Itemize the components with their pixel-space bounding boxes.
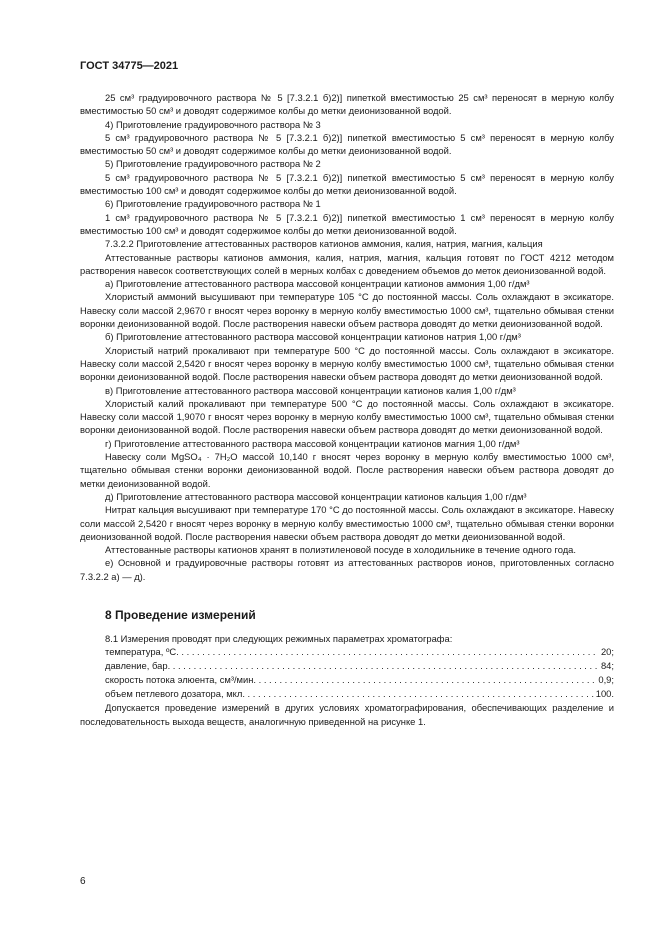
parameter-row — [80, 659, 614, 673]
parameter-label: объем петлевого дозатора, мкл — [105, 688, 243, 700]
document-body — [80, 91, 614, 728]
list-item-heading: 6) Приготовление градуировочного раствора № 1 — [105, 198, 321, 210]
paragraph: Хлористый натрий прокаливают при температуре 500 °С до постоянной массы. Соль охлаждают в эксикаторе. Навеску соли массой 2,5420 г вносят через воронку в мерную колбу вместимостью 1000 см³, тщательно обмывая стенки воронки деионизованной водой. После растворения навески объем раствора доводят до метки деионизованной водой. — [80, 344, 614, 383]
dot-leader — [253, 673, 596, 687]
parameter-label: скорость потока элюента, см³/мин — [105, 674, 254, 686]
parameter-value: 0,9; — [598, 674, 614, 686]
dot-leader — [168, 659, 599, 673]
parameter-value: 84; — [600, 660, 614, 672]
parameters-intro: 8.1 Измерения проводят при следующих режимных параметрах хроматографа: — [105, 632, 453, 644]
parameter-value: 100. — [595, 688, 614, 700]
paragraph: 5 см³ градуировочного раствора № 5 [7.3.2.1 б)2)] пипеткой вместимостью 5 см³ переносят в мерную колбу вместимостью 50 см³ и доводят содержимое колбы до метки деионизованной водой. — [80, 131, 614, 157]
list-item-heading: д) Приготовление аттестованного раствора массовой концентрации катионов кальция 1,00 г/дм³ — [105, 490, 527, 502]
list-item-heading: 4) Приготовление градуировочного раствора № 3 — [105, 118, 321, 130]
list-item-heading: г) Приготовление аттестованного раствора массовой концентрации катионов магния 1,00 г/дм³ — [105, 437, 520, 449]
parameter-row — [80, 645, 614, 659]
paragraph: Хлористый аммоний высушивают при температуре 105 °С до постоянной массы. Соль охлаждают в эксикаторе. Навеску соли массой 2,9670 г вносят через воронку в мерную колбу вместимостью 1000 см³, тщательно обмывая стенки воронки деионизованной водой. После растворения навески объем раствора доводят до метки деионизованной водой. — [80, 291, 614, 330]
section-title: 8 Проведение измерений — [105, 607, 256, 622]
paragraph: 5 см³ градуировочного раствора № 5 [7.3.2.1 б)2)] пипеткой вместимостью 5 см³ переносят в мерную колбу вместимостью 100 см³ и доводят содержимое колбы до метки деионизованной водой. — [80, 171, 614, 197]
dot-leader — [242, 687, 593, 701]
paragraph: Хлористый калий прокаливают при температуре 500 °С до постоянной массы. Соль охлаждают в эксикаторе. Навеску соли массой 1,9070 г вносят через воронку в мерную колбу вместимостью 1000 см³, тщательно обмывая стенки воронки деионизованной водой. После растворения навески объем раствора доводят до метки деионизованной водой. — [80, 397, 614, 436]
paragraph: Нитрат кальция высушивают при температуре 170 °С до постоянной массы. Соль охлаждают в эксикаторе. Навеску соли массой 2,5420 г вносят через воронку в мерную колбу вместимостью 1000 см³, тщательно обмывая стенки воронки деионизованной водой. После растворения навески объем раствора доводят до метки деионизованной водой. — [80, 504, 614, 542]
paragraph: Допускается проведение измерений в других условиях хроматографирования, обеспечивающих разделение и последовательность выхода веществ, аналогичную приведенной на рисунке 1. — [80, 702, 614, 727]
parameter-row — [80, 687, 614, 701]
parameter-value: 20; — [600, 646, 614, 658]
parameters-block — [80, 632, 614, 728]
page-number: 6 — [80, 876, 86, 887]
list-item-heading: 5) Приготовление градуировочного раствора № 2 — [105, 158, 321, 170]
list-item-heading: б) Приготовление аттестованного раствора массовой концентрации катионов натрия 1,00 г/дм³ — [105, 331, 521, 343]
parameter-label: температура, ºС — [105, 646, 177, 658]
paragraph: Аттестованные растворы катионов хранят в полиэтиленовой посуде в холодильнике в течение одного года. — [105, 544, 577, 556]
parameter-row — [80, 673, 614, 687]
paragraph: Навеску соли MgSO₄ · 7H₂O массой 10,140 г вносят через воронку в мерную колбу вместимостью 1000 см³, тщательно обмывая стенки воронки деионизованной водой. После растворения навески объем раствора доводят до метки деионизованной водой. — [80, 451, 614, 489]
paragraph: 25 см³ градуировочного раствора № 5 [7.3.2.1 б)2)] пипеткой вместимостью 25 см³ переносят в мерную колбу вместимостью 50 см³ и доводят содержимое колбы до метки деионизованной водой. — [80, 92, 614, 117]
parameter-label: давление, бар — [105, 660, 168, 672]
dot-leader — [176, 645, 599, 659]
document-header: ГОСТ 34775—2021 — [80, 60, 179, 72]
paragraph: Аттестованные растворы катионов аммония, калия, натрия, магния, кальция готовят по ГОСТ 4212 методом растворения навесок соответствующих солей в мерных колбах с доведением объемов до меток деионизованной водой. — [80, 251, 614, 276]
list-item-heading: а) Приготовление аттестованного раствора массовой концентрации катионов аммония 1,00 г/дм³ — [105, 278, 530, 290]
paragraph: 1 см³ градуировочного раствора № 5 [7.3.2.1 б)2)] пипеткой вместимостью 1 см³ переносят в мерную колбу вместимостью 100 см³ и доводят содержимое колбы до метки деионизованной водой. — [80, 211, 614, 236]
paragraph: е) Основной и градуировочные растворы готовят из аттестованных растворов ионов, приготовленных согласно 7.3.2.2 а) — д). — [80, 557, 614, 582]
list-item-heading: в) Приготовление аттестованного раствора массовой концентрации катионов калия 1,00 г/дм³ — [105, 384, 516, 396]
subsection-heading: 7.3.2.2 Приготовление аттестованных растворов катионов аммония, калия, натрия, магния, кальция — [105, 238, 543, 250]
